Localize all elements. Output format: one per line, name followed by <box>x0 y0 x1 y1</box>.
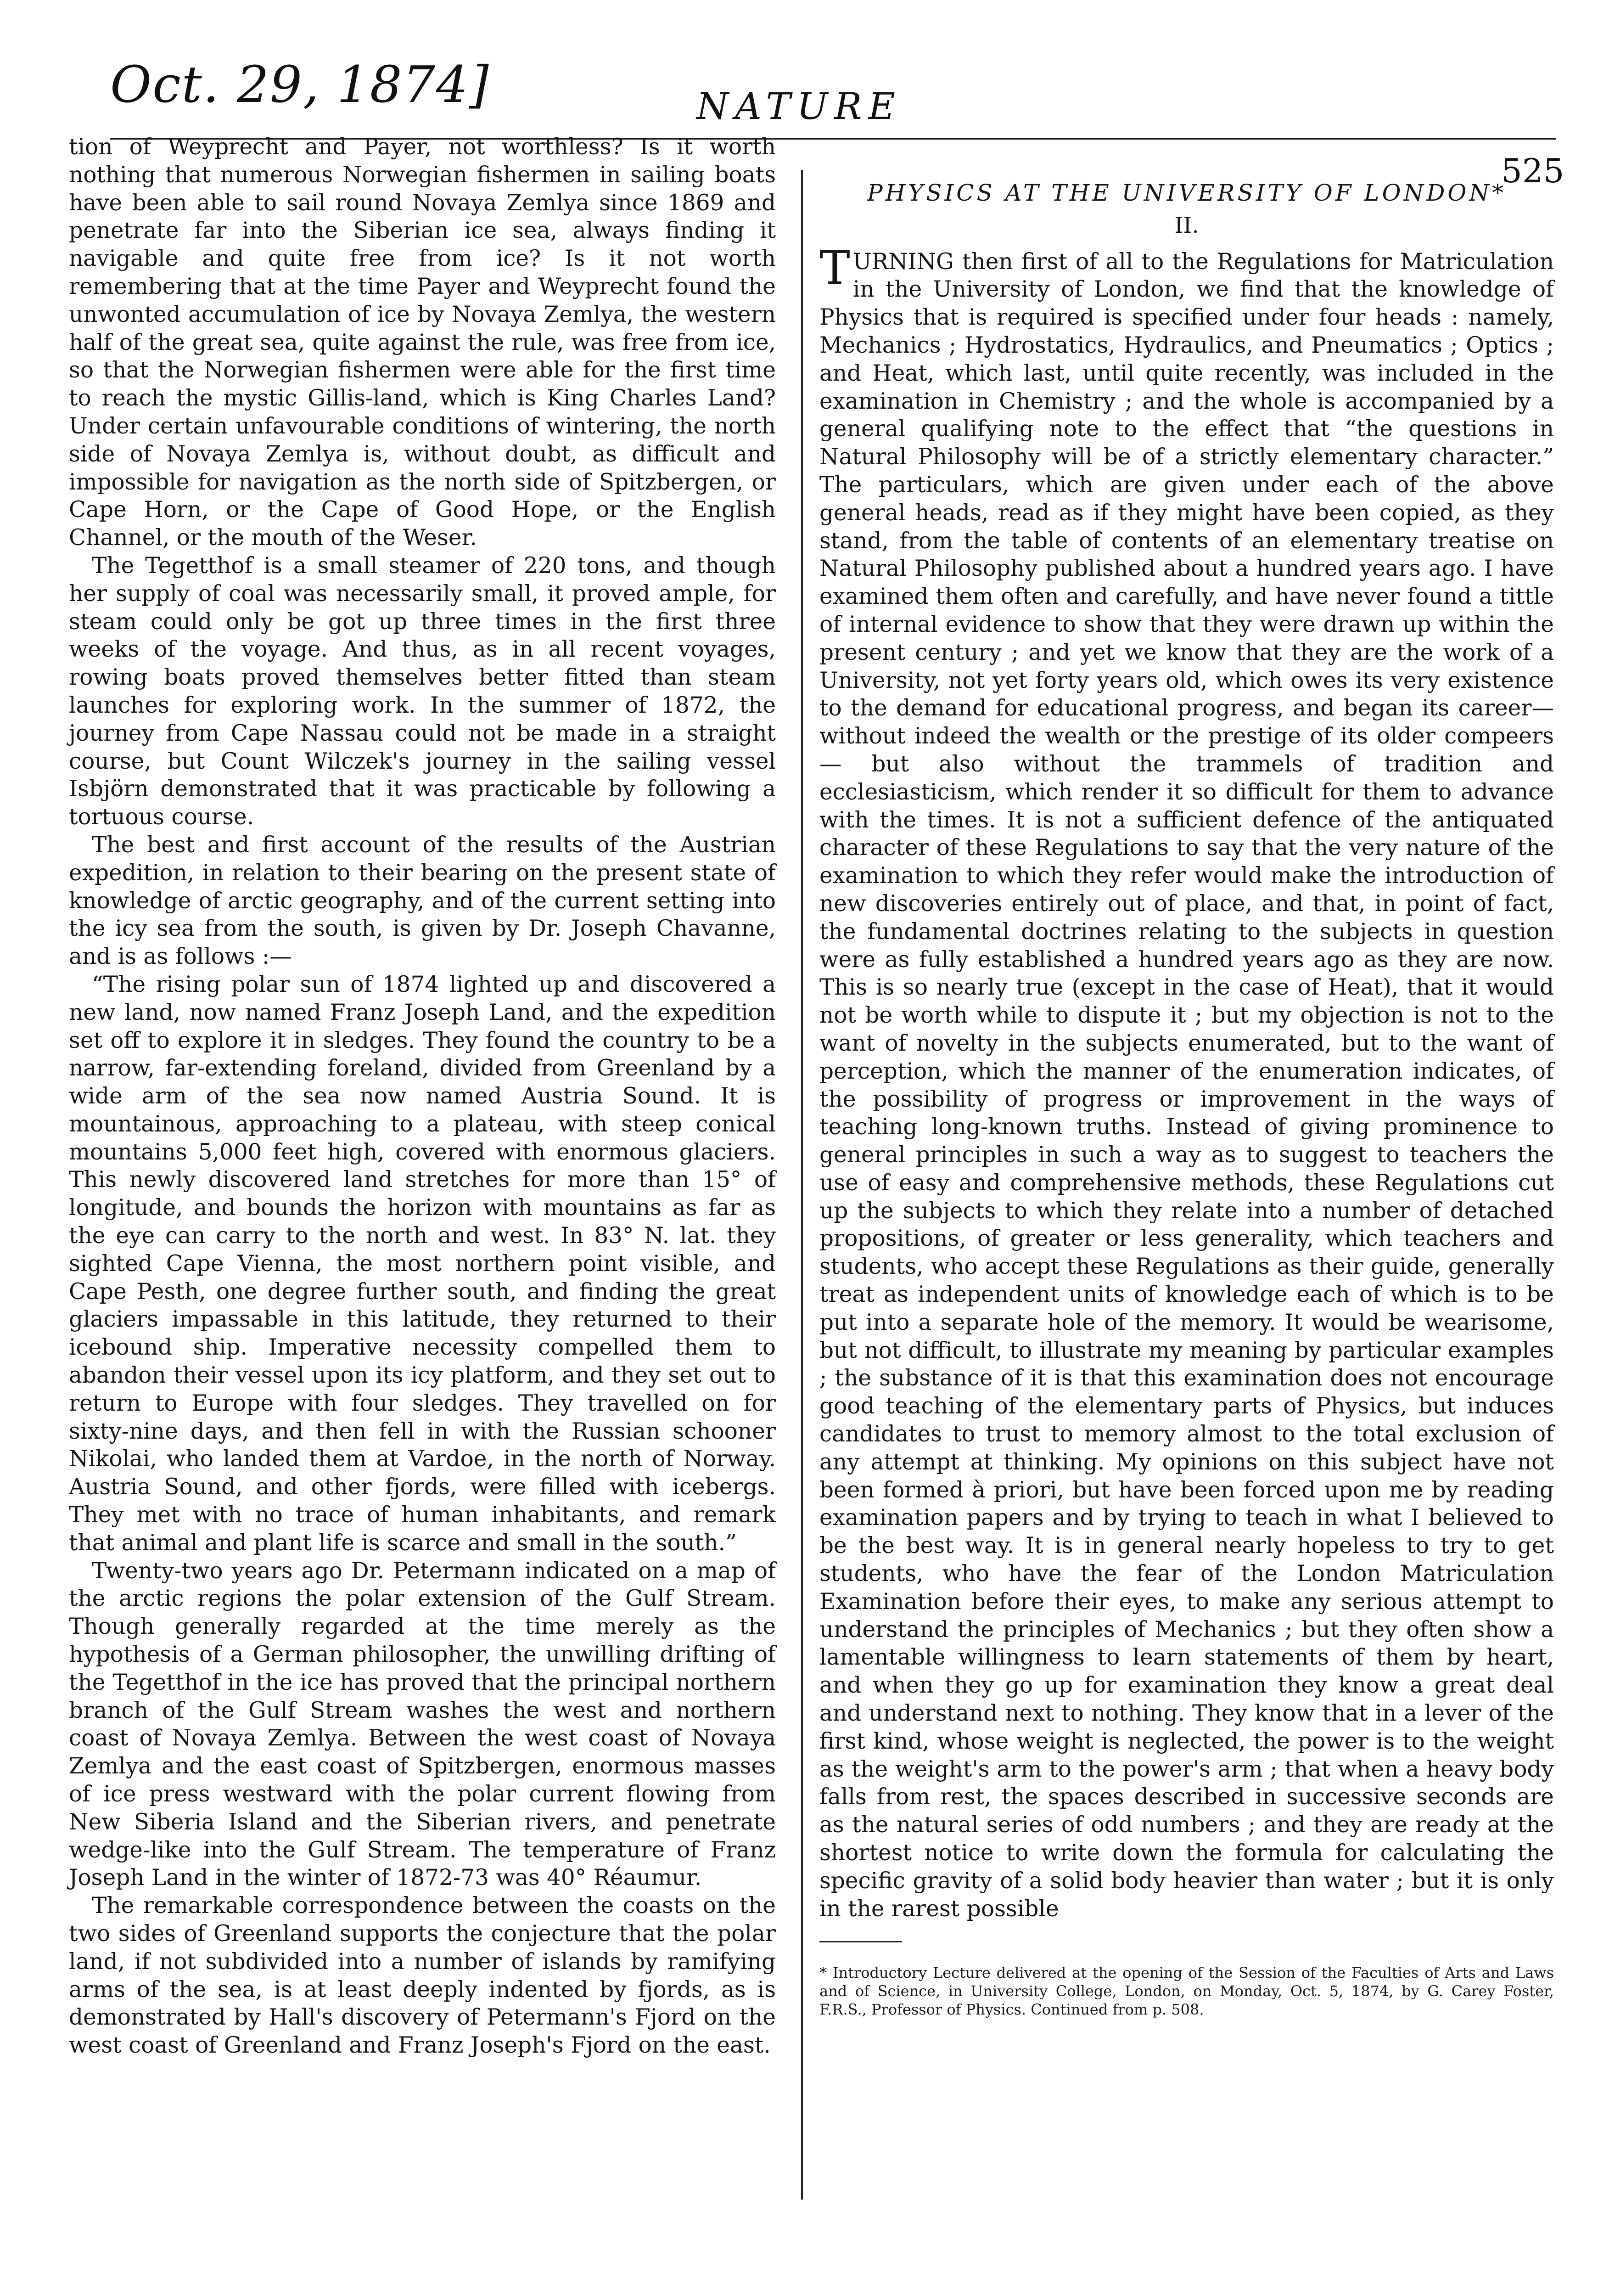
drop-cap: T <box>819 241 850 295</box>
journal-title: NATURE <box>696 85 902 128</box>
issue-date: Oct. 29, 1874] <box>110 55 490 114</box>
paragraph: Twenty-two years ago Dr. Petermann indicated on a map of the arctic regions the polar extension of the Gulf Stream. Though generally regarded at the time merely as the hypothesis of a German philosopher, the unwilling drifting of the Tegetthof in the ice has proved that the principal northern branch of the Gulf Stream washes the west and northern coast of Novaya Zemlya. Between the west coast of Novaya Zemlya and the east coast of Spitzbergen, enormous masses of ice press westward with the polar current flowing from New Siberia Island and the Siberian rivers, and penetrate wedge-like into the Gulf Stream. The temperature of Franz Joseph Land in the winter of 1872-73 was 40° Réaumur. <box>69 1558 776 1891</box>
paragraph: “The rising polar sun of 1874 lighted up and discovered a new land, now named Franz Joseph Land, and the expedition set off to explore it in sledges. They found the country to be a narrow, far-extending foreland, divided from Greenland by a wide arm of the sea now named Austria Sound. It is mountainous, approaching to a plateau, with steep conical mountains 5,000 feet high, covered with enormous glaciers. This newly discovered land stretches for more than 15° of longitude, and bounds the horizon with mountains as far as the eye can carry to the north and west. In 83° N. lat. they sighted Cape Vienna, the most northern point visible, and Cape Pesth, one degree further south, and finding the great glaciers impassable in this latitude, they returned to their icebound ship. Imperative necessity compelled them to abandon their vessel upon its icy platform, and they set out to return to Europe with four sledges. They travelled on for sixty-nine days, and then fell in with the Russian schooner Nikolai, who landed them at Vardoe, in the north of Norway. Austria Sound, and other fjords, were filled with icebergs. They met with no trace of human inhabitants, and remark that animal and plant life is scarce and small in the south.” <box>69 971 776 1556</box>
article-title: PHYSICS AT THE UNIVERSITY OF LONDON* <box>867 180 1507 206</box>
right-column <box>819 179 1554 2019</box>
article-body <box>819 241 1554 1923</box>
paragraph: The best and first account of the results of the Austrian expedition, in relation to their bearing on the present state of knowledge of arctic geography, and of the current setting into the icy sea from the south, is given by Dr. Joseph Chavanne, and is as follows :— <box>69 832 776 970</box>
article-opening-text: URNING then first of all to the Regulations for Matriculation in the University of London, we find that the knowledge of Physics that is required is specified under four heads : namely, Mechanics ; Hydrostatics, Hydraulics, and Pneumatics ; Optics ; and Heat, which last, until quite recently, was included in the examination in Chemistry ; and the whole is accompanied by a general qualifying note to the effect that “the questions in Natural Philosophy will be of a strictly elementary character.” The particulars, which are given under each of the above general heads, read as if they might have been copied, as they stand, from the table of contents of an elementary treatise on Natural Philosophy published about a hundred years ago. I have examined them often and carefully, and have never found a tittle of internal evidence to show that they were drawn up within the present century ; and yet we know that they are the work of a University, not yet forty years old, which owes its very existence to the demand for educational progress, and began its career—without indeed the wealth or the prestige of its older compeers — but also without the trammels of tradition and ecclesiasticism, which render it so difficult for them to advance with the times. It is not a sufficient defence of the antiquated character of these Regulations to say that the very nature of the examination to which they refer would make the introduction of new discoveries entirely out of place, and that, in point of fact, the fundamental doctrines relating to the subjects in question were as fully established a hundred years ago as they are now. This is so nearly true (except in the case of Heat), that it would not be worth while to dispute it ; but my objection is not to the want of novelty in the subjects enumerated, but to the want of perception, which the manner of the enumeration indicates, of the possibility of progress or improvement in the ways of teaching long-known truths. Instead of giving prominence to general principles in such a way as to suggest to teachers the use of easy and comprehensive methods, these Regulations cut up the subjects to which they relate into a number of detached propositions, of greater or less generality, which teachers and students, who accept these Regulations as their guide, generally treat as independent units of knowledge each of which is to be put into a separate hole of the memory. It would be wearisome, but not difficult, to illustrate my meaning by particular examples ; the substance of it is that this examination does not encourage good teaching of the elementary parts of Physics, but induces candidates to trust to memory almost to the total exclusion of any attempt at thinking. My opinions on this subject have not been formed à priori, but have been forced upon me by reading examination papers and by trying to teach in what I believed to be the best way. It is in general nearly hopeless to try to get students, who have the fear of the London Matriculation Examination before their eyes, to make any serious attempt to understand the principles of Mechanics ; but they often show a lamentable willingness to learn statements of them by heart, and when they go up for examination they know a great deal and understand next to nothing. They know that in a lever of the first kind, whose weight is neglected, the power is to the weight as the weight's arm to the power's arm ; that when a heavy body falls from rest, the spaces described in successive seconds are as the natural series of odd numbers ; and they are ready at the shortest notice to write down the formula for calculating the specific gravity of a solid body heavier than water ; but it is only in the rarest possible <box>819 248 1554 1922</box>
left-column <box>69 133 776 2060</box>
article-part-number: II. <box>1174 212 1199 238</box>
paragraph: The remarkable correspondence between the coasts on the two sides of Greenland supports the conjecture that the polar land, if not subdivided into a number of islands by ramifying arms of the sea, is at least deeply indented by fjords, as is demonstrated by Hall's discovery of Petermann's Fjord on the west coast of Greenland and Franz Joseph's Fjord on the east. <box>69 1893 776 2059</box>
paragraph: The Tegetthof is a small steamer of 220 tons, and though her supply of coal was necessarily small, it proved ample, for steam could only be got up three times in the first three weeks of the voyage. And thus, as in all recent voyages, rowing boats proved themselves better fitted than steam launches for exploring work. In the summer of 1872, the journey from Cape Nassau could not be made in a straight course, but Count Wilczek's journey in the sailing vessel Isbjörn demonstrated that it was practicable by following a tortuous course. <box>69 552 776 830</box>
paragraph: tion of Weyprecht and Payer, not worthless? Is it worth nothing that numerous Norwegian fishermen in sailing boats have been able to sail round Novaya Zemlya since 1869 and penetrate far into the Siberian ice sea, always finding it navigable and quite free from ice? Is it not worth remembering that at the time Payer and Weyprecht found the unwonted accumulation of ice by Novaya Zemlya, the western half of the great sea, quite against the rule, was free from ice, so that the Norwegian fishermen were able for the first time to reach the mystic Gillis-land, which is King Charles Land? Under certain unfavourable conditions of wintering, the north side of Novaya Zemlya is, without doubt, as difficult and impossible for navigation as the north side of Spitzbergen, or Cape Horn, or the Cape of Good Hope, or the English Channel, or the mouth of the Weser. <box>69 134 776 551</box>
column-divider <box>801 170 803 2200</box>
page-number: 525 <box>1501 152 1564 190</box>
footnote: * Introductory Lecture delivered at the opening of the Session of the Faculties of Arts and Laws and of Science, in University College, London, on Monday, Oct. 5, 1874, by G. Carey Foster, F.R.S., Professor of Physics. Continued from p. 508. <box>819 1964 1554 2019</box>
footnote-rule <box>819 1941 902 1942</box>
